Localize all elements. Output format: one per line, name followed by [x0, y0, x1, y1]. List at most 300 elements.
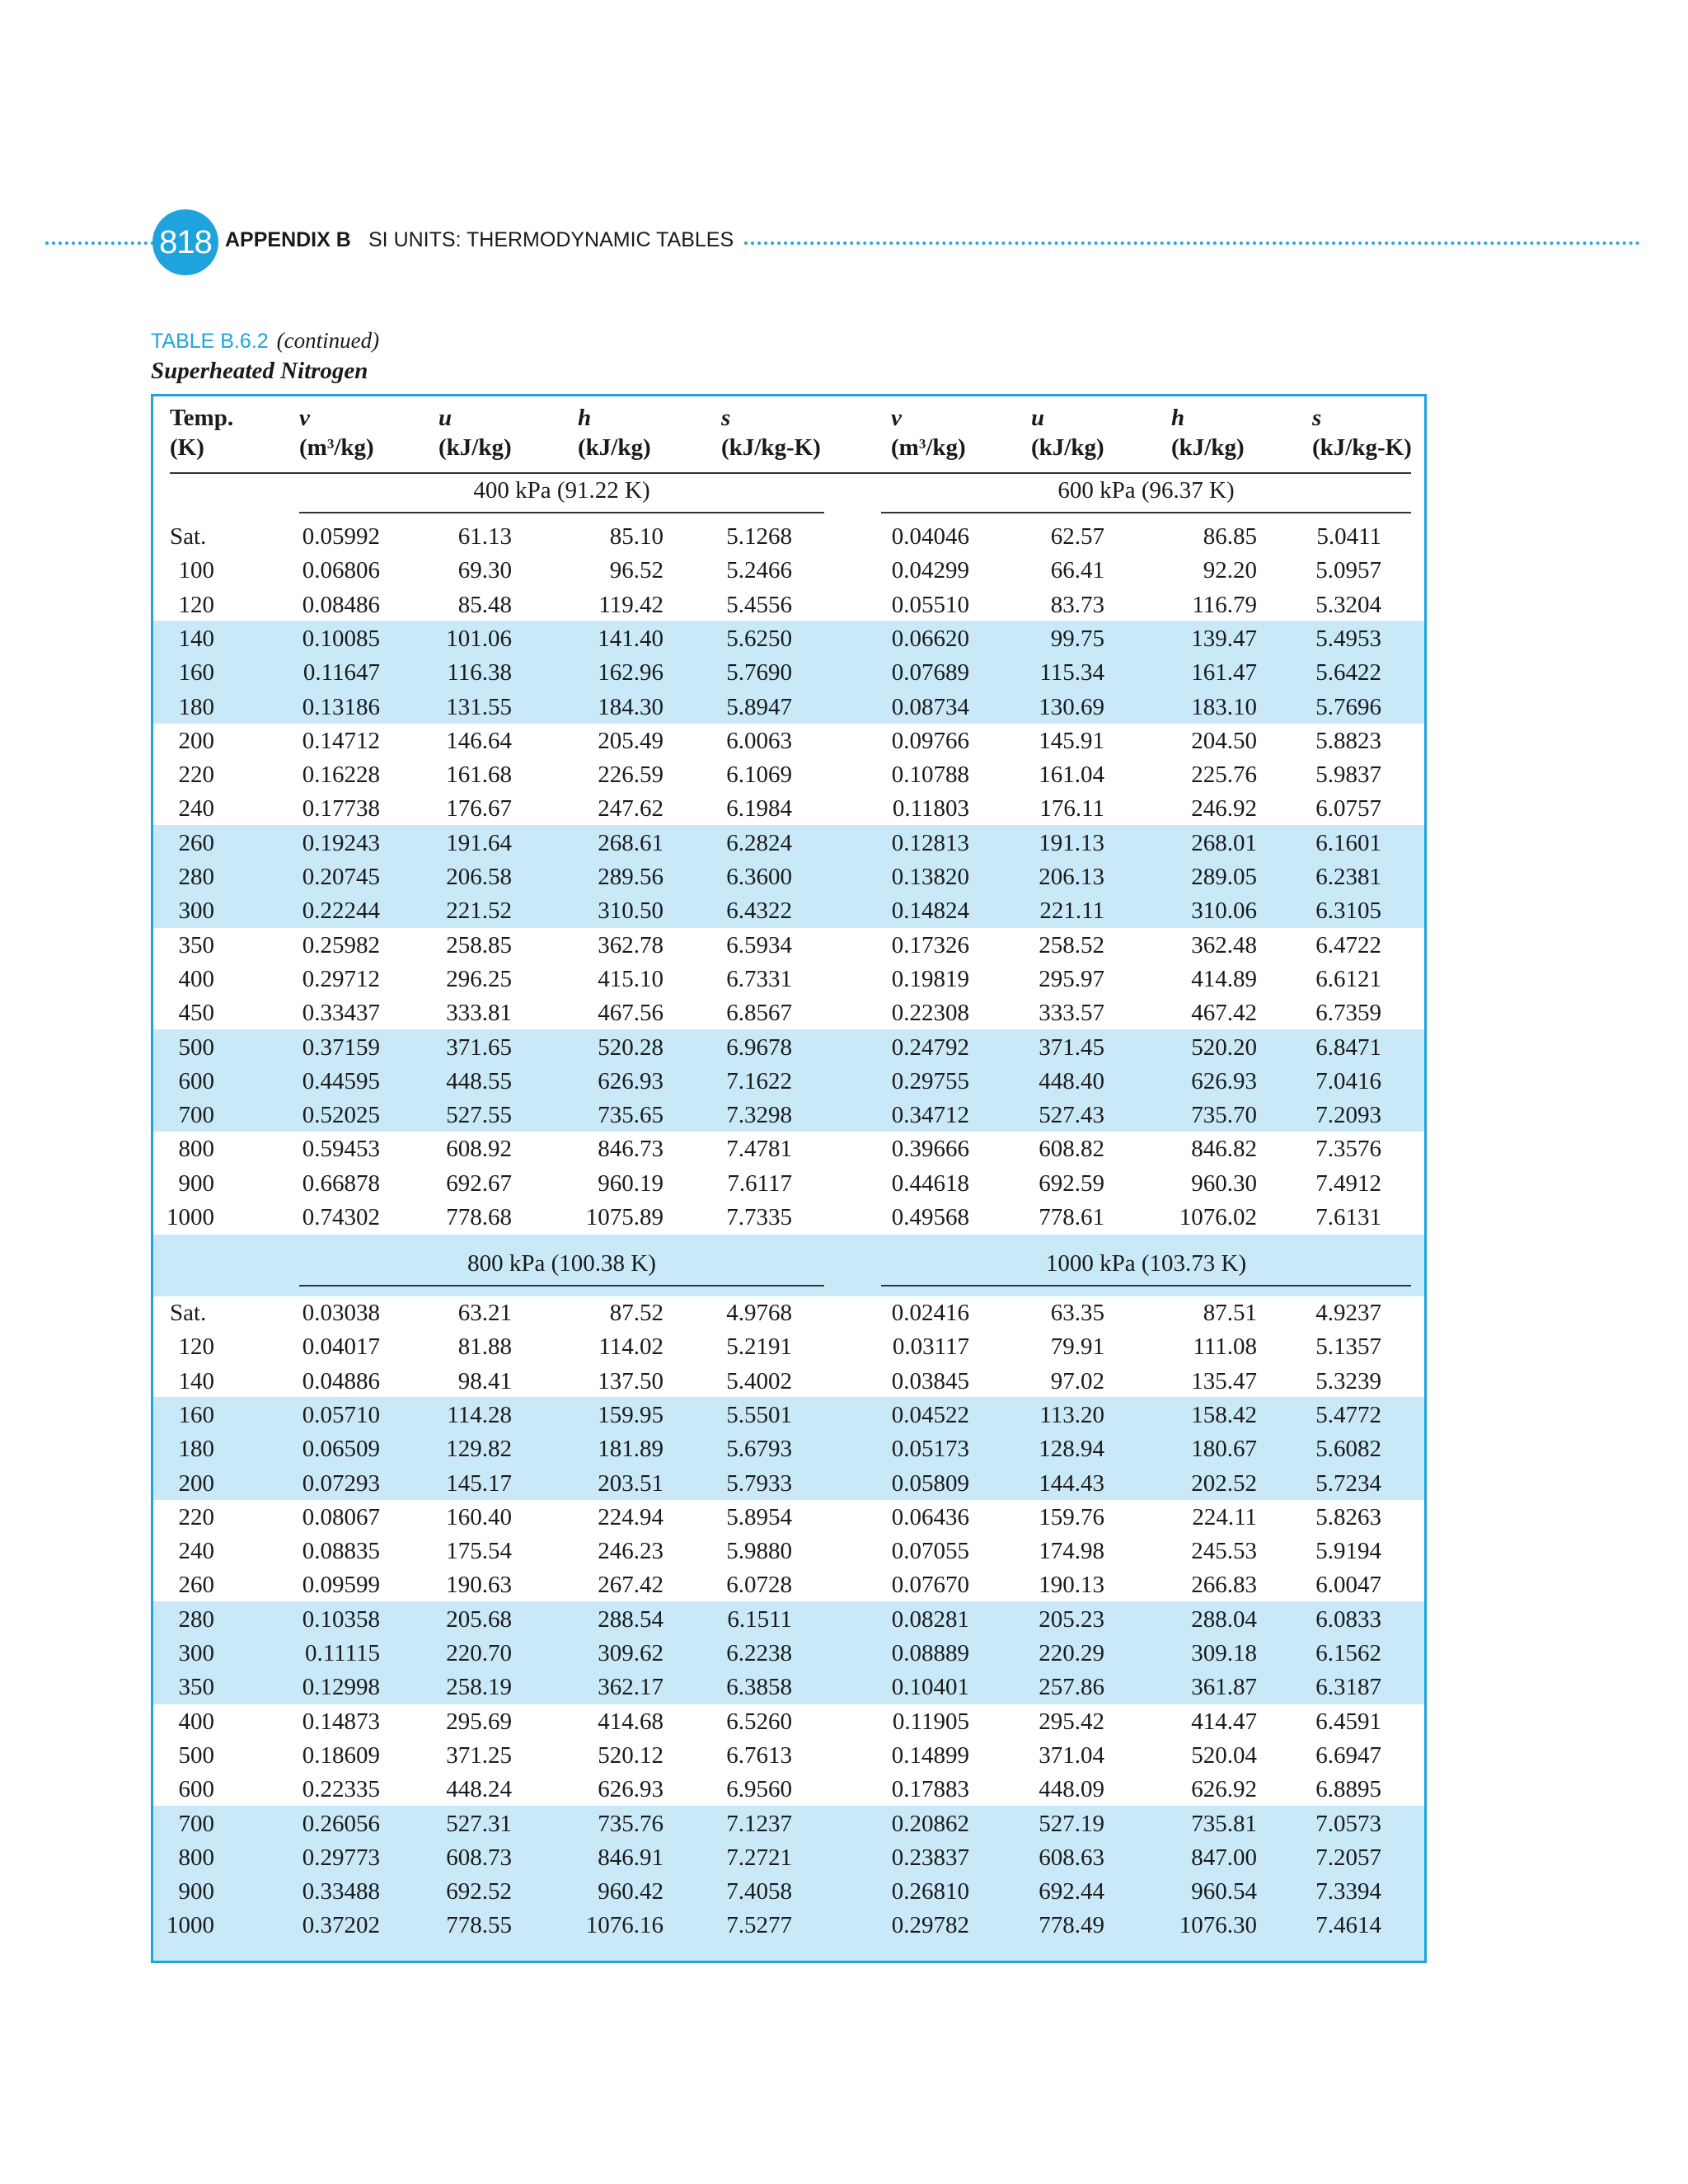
- value-cell: 0.33488: [302, 1878, 380, 1905]
- table-continued: (continued): [276, 328, 380, 353]
- table-row: [153, 1807, 1424, 1841]
- value-cell: 5.2191: [726, 1333, 792, 1361]
- value-cell: 159.95: [598, 1401, 663, 1428]
- column-unit: $(m^3/kg)$: [299, 434, 374, 461]
- column-symbol: u: [1031, 405, 1045, 431]
- value-cell: 128.94: [1039, 1436, 1104, 1463]
- value-cell: 5.4002: [726, 1367, 792, 1394]
- page-header: [45, 223, 1640, 288]
- value-cell: 371.65: [446, 1033, 512, 1061]
- table-row: [153, 1031, 1424, 1065]
- value-cell: 5.8947: [726, 693, 792, 720]
- value-cell: 0.17738: [302, 795, 380, 823]
- column-symbol: v: [299, 405, 310, 431]
- value-cell: 7.0573: [1315, 1810, 1381, 1837]
- value-cell: 0.03117: [892, 1333, 969, 1361]
- value-cell: 608.63: [1039, 1844, 1104, 1871]
- value-cell: 0.20745: [302, 864, 380, 890]
- value-cell: 309.62: [598, 1640, 663, 1666]
- value-cell: 6.0063: [726, 727, 792, 754]
- value-cell: 176.67: [446, 795, 512, 823]
- value-cell: 0.06509: [302, 1436, 380, 1463]
- temperature-cell: 120: [178, 591, 214, 618]
- section-title: SI UNITS: THERMODYNAMIC TABLES: [368, 228, 734, 251]
- page-number-badge: 818: [152, 209, 218, 275]
- value-cell: 626.93: [598, 1067, 663, 1094]
- temperature-cell: 900: [178, 1169, 214, 1197]
- value-cell: 5.2466: [726, 557, 792, 584]
- value-cell: 161.04: [1039, 762, 1104, 789]
- value-cell: 176.11: [1039, 795, 1104, 823]
- table-row: [153, 1568, 1424, 1602]
- value-cell: 225.76: [1191, 762, 1257, 789]
- temperature-cell: 180: [178, 693, 214, 720]
- value-cell: 778.61: [1039, 1204, 1104, 1230]
- temperature-cell: 200: [178, 727, 214, 754]
- column-unit: (kJ/kg-K): [1312, 434, 1412, 461]
- value-cell: 362.17: [598, 1674, 663, 1701]
- table-row: [153, 1705, 1424, 1739]
- value-cell: 6.6947: [1315, 1741, 1381, 1769]
- column-header-4: [721, 403, 821, 462]
- value-cell: 114.28: [447, 1401, 512, 1428]
- value-cell: 333.57: [1039, 1000, 1104, 1027]
- value-cell: 0.44618: [891, 1169, 969, 1197]
- value-cell: 0.52025: [302, 1102, 380, 1129]
- value-cell: 414.89: [1191, 965, 1257, 992]
- value-cell: 62.57: [1050, 523, 1104, 550]
- value-cell: 83.73: [1050, 591, 1104, 618]
- table-row: [153, 1773, 1424, 1807]
- temperature-cell: 1000: [166, 1204, 214, 1230]
- value-cell: 5.3239: [1315, 1367, 1381, 1394]
- value-cell: 203.51: [598, 1469, 663, 1497]
- table-row: [153, 1099, 1424, 1132]
- column-unit: $(m^3/kg)$: [891, 434, 966, 461]
- value-cell: 6.8895: [1315, 1776, 1381, 1803]
- value-cell: 7.2057: [1315, 1844, 1381, 1871]
- value-cell: 246.92: [1191, 795, 1257, 823]
- table-row: [153, 1603, 1424, 1637]
- value-cell: 69.30: [457, 557, 512, 584]
- value-cell: 288.04: [1191, 1605, 1257, 1633]
- column-header-6: [1031, 403, 1104, 462]
- value-cell: 846.73: [598, 1136, 663, 1163]
- value-cell: 6.0833: [1315, 1605, 1381, 1633]
- value-cell: 960.54: [1191, 1878, 1257, 1905]
- value-cell: 0.07293: [302, 1469, 380, 1497]
- value-cell: 0.07689: [891, 659, 969, 687]
- value-cell: 415.10: [598, 965, 663, 992]
- value-cell: 206.58: [446, 864, 512, 890]
- value-cell: 527.19: [1039, 1810, 1104, 1837]
- temperature-cell: 500: [178, 1033, 214, 1061]
- value-cell: 5.9880: [726, 1538, 792, 1565]
- value-cell: 184.30: [598, 693, 663, 720]
- value-cell: 6.6121: [1315, 965, 1381, 992]
- temperature-cell: 280: [178, 864, 214, 890]
- value-cell: 333.81: [446, 1000, 512, 1027]
- table-row: [153, 1875, 1424, 1909]
- pressure-rule-left: [299, 512, 824, 513]
- value-cell: 0.14824: [891, 898, 969, 925]
- value-cell: 0.11115: [304, 1640, 380, 1666]
- value-cell: 0.08486: [302, 591, 380, 618]
- value-cell: 0.66878: [302, 1169, 380, 1197]
- value-cell: 85.48: [457, 591, 512, 618]
- value-cell: 6.8567: [726, 1000, 792, 1027]
- pressure-label-left: 400 kPa (91.22 K): [473, 477, 650, 504]
- column-header-8: [1312, 403, 1412, 462]
- value-cell: 0.22335: [302, 1776, 380, 1803]
- value-cell: 296.25: [446, 965, 512, 992]
- value-cell: 258.19: [446, 1674, 512, 1701]
- table-row: [153, 656, 1424, 690]
- table-row: [153, 724, 1424, 758]
- value-cell: 0.11803: [892, 795, 969, 823]
- value-cell: 0.29773: [302, 1844, 380, 1871]
- column-symbol: s: [721, 405, 731, 431]
- value-cell: 7.7335: [726, 1204, 792, 1230]
- value-cell: 608.73: [446, 1844, 512, 1871]
- temperature-cell: 1000: [166, 1912, 214, 1939]
- temperature-cell: 240: [178, 795, 214, 823]
- value-cell: 137.50: [598, 1367, 663, 1394]
- value-cell: 0.08889: [891, 1640, 969, 1666]
- value-cell: 5.0957: [1315, 557, 1381, 584]
- value-cell: 101.06: [446, 625, 512, 652]
- value-cell: 81.88: [457, 1333, 512, 1361]
- value-cell: 7.0416: [1315, 1067, 1381, 1094]
- value-cell: 7.1237: [726, 1810, 792, 1837]
- value-cell: 0.11905: [892, 1708, 969, 1735]
- value-cell: 180.67: [1191, 1436, 1257, 1463]
- value-cell: 206.13: [1039, 864, 1104, 890]
- temperature-cell: 600: [178, 1776, 214, 1803]
- value-cell: 361.87: [1191, 1674, 1257, 1701]
- value-cell: 960.42: [598, 1878, 663, 1905]
- value-cell: 778.68: [446, 1204, 512, 1230]
- column-header-3: [578, 403, 651, 462]
- value-cell: 245.53: [1191, 1538, 1257, 1565]
- value-cell: 0.06620: [891, 625, 969, 652]
- table-row: [153, 1501, 1424, 1535]
- column-unit: (kJ/kg): [1171, 434, 1245, 461]
- table-row: [153, 1201, 1424, 1235]
- value-cell: 6.9678: [726, 1033, 792, 1061]
- column-header-0: [170, 403, 233, 462]
- value-cell: 0.04046: [891, 523, 969, 550]
- value-cell: 0.08281: [891, 1605, 969, 1633]
- value-cell: 221.52: [446, 898, 512, 925]
- appendix-label: APPENDIX B: [225, 228, 351, 251]
- value-cell: 114.02: [598, 1333, 663, 1361]
- value-cell: 63.35: [1050, 1300, 1104, 1326]
- value-cell: 6.2381: [1315, 864, 1381, 890]
- value-cell: 0.29782: [891, 1912, 969, 1939]
- table-row: [153, 1841, 1424, 1875]
- value-cell: 220.70: [446, 1640, 512, 1666]
- value-cell: 467.56: [598, 1000, 663, 1027]
- value-cell: 1076.30: [1179, 1912, 1257, 1939]
- value-cell: 414.47: [1191, 1708, 1257, 1735]
- temperature-cell: 180: [178, 1436, 214, 1463]
- column-header-2: [438, 403, 512, 462]
- value-cell: 6.2238: [726, 1640, 792, 1666]
- value-cell: 414.68: [598, 1708, 663, 1735]
- value-cell: 6.9560: [726, 1776, 792, 1803]
- value-cell: 0.22244: [302, 898, 380, 925]
- data-table: [151, 394, 1427, 1963]
- temperature-cell: 260: [178, 829, 214, 856]
- temperature-cell: 400: [178, 965, 214, 992]
- column-symbol: v: [891, 405, 902, 431]
- value-cell: 0.10401: [891, 1674, 969, 1701]
- value-cell: 0.33437: [302, 1000, 380, 1027]
- value-cell: 66.41: [1050, 557, 1104, 584]
- table-row: [153, 860, 1424, 894]
- value-cell: 692.52: [446, 1878, 512, 1905]
- header-rule: [170, 472, 1411, 474]
- column-symbol: h: [1171, 405, 1185, 431]
- table-row: [153, 1535, 1424, 1568]
- column-symbol: Temp.: [170, 405, 234, 431]
- value-cell: 175.54: [446, 1538, 512, 1565]
- value-cell: 0.13186: [302, 693, 380, 720]
- temperature-cell: 800: [178, 1136, 214, 1163]
- table-row: [153, 1365, 1424, 1399]
- pressure-label-right: 1000 kPa (103.73 K): [1045, 1250, 1247, 1277]
- temperature-cell: 140: [178, 1367, 214, 1394]
- value-cell: 5.3204: [1315, 591, 1381, 618]
- value-cell: 288.54: [598, 1605, 663, 1633]
- value-cell: 5.5501: [726, 1401, 792, 1428]
- value-cell: 467.42: [1191, 1000, 1257, 1027]
- value-cell: 174.98: [1039, 1538, 1104, 1565]
- value-cell: 448.09: [1039, 1776, 1104, 1803]
- value-cell: 7.6131: [1315, 1204, 1381, 1230]
- value-cell: 202.52: [1191, 1469, 1257, 1497]
- value-cell: 0.37159: [302, 1033, 380, 1061]
- temperature-cell: 500: [178, 1741, 214, 1769]
- temperature-cell: 900: [178, 1878, 214, 1905]
- value-cell: 371.25: [446, 1741, 512, 1769]
- value-cell: 6.4591: [1315, 1708, 1381, 1735]
- value-cell: 735.76: [598, 1810, 663, 1837]
- value-cell: 5.0411: [1316, 523, 1381, 550]
- value-cell: 0.06436: [891, 1503, 969, 1530]
- table-row: [153, 894, 1424, 928]
- value-cell: 61.13: [457, 523, 512, 550]
- table-row: [153, 1330, 1424, 1364]
- value-cell: 735.70: [1191, 1102, 1257, 1129]
- value-cell: 6.0728: [726, 1572, 792, 1599]
- temperature-cell: 300: [178, 898, 214, 925]
- value-cell: 362.48: [1191, 931, 1257, 958]
- value-cell: 289.56: [598, 864, 663, 890]
- value-cell: 0.04017: [302, 1333, 380, 1361]
- temperature-cell: 220: [178, 762, 214, 789]
- value-cell: 0.37202: [302, 1912, 380, 1939]
- value-cell: 5.4556: [726, 591, 792, 618]
- value-cell: 257.86: [1039, 1674, 1104, 1701]
- column-symbol: s: [1312, 405, 1322, 431]
- value-cell: 692.44: [1039, 1878, 1104, 1905]
- value-cell: 0.06806: [302, 557, 380, 584]
- value-cell: 226.59: [598, 762, 663, 789]
- value-cell: 115.34: [1039, 659, 1104, 687]
- value-cell: 7.3298: [726, 1102, 792, 1129]
- value-cell: 246.23: [598, 1538, 663, 1565]
- pressure-rule-right: [881, 1285, 1411, 1286]
- value-cell: 0.04299: [891, 557, 969, 584]
- value-cell: 0.07055: [891, 1538, 969, 1565]
- value-cell: 6.4322: [726, 898, 792, 925]
- value-cell: 0.08067: [302, 1503, 380, 1530]
- value-cell: 5.4772: [1315, 1401, 1381, 1428]
- value-cell: 960.19: [598, 1169, 663, 1197]
- value-cell: 0.04886: [302, 1367, 380, 1394]
- value-cell: 608.82: [1039, 1136, 1104, 1163]
- value-cell: 7.3576: [1315, 1136, 1381, 1163]
- value-cell: 310.06: [1191, 898, 1257, 925]
- value-cell: 7.4781: [726, 1136, 792, 1163]
- value-cell: 146.64: [446, 727, 512, 754]
- column-header-1: [299, 403, 374, 462]
- value-cell: 85.10: [609, 523, 663, 550]
- temperature-cell: 350: [178, 1674, 214, 1701]
- value-cell: 0.09599: [302, 1572, 380, 1599]
- value-cell: 520.04: [1191, 1741, 1257, 1769]
- value-cell: 527.43: [1039, 1102, 1104, 1129]
- value-cell: 224.94: [598, 1503, 663, 1530]
- table-id: TABLE B.6.2: [151, 330, 269, 353]
- temperature-cell: Sat.: [170, 523, 207, 550]
- value-cell: 0.44595: [302, 1067, 380, 1094]
- value-cell: 6.1511: [727, 1605, 792, 1633]
- temperature-cell: 600: [178, 1067, 214, 1094]
- table-row: [153, 1167, 1424, 1201]
- value-cell: 205.49: [598, 727, 663, 754]
- value-cell: 161.68: [446, 762, 512, 789]
- value-cell: 6.1601: [1315, 829, 1381, 856]
- table-title: Superheated Nitrogen: [151, 358, 368, 384]
- value-cell: 161.47: [1191, 659, 1257, 687]
- value-cell: 6.1562: [1315, 1640, 1381, 1666]
- value-cell: 0.14899: [891, 1741, 969, 1769]
- value-cell: 0.02416: [891, 1300, 969, 1326]
- value-cell: 0.10358: [302, 1605, 380, 1633]
- value-cell: 310.50: [598, 898, 663, 925]
- value-cell: 0.18609: [302, 1741, 380, 1769]
- table-row: [153, 1739, 1424, 1773]
- value-cell: 204.50: [1191, 727, 1257, 754]
- value-cell: 99.75: [1050, 625, 1104, 652]
- value-cell: 5.8823: [1315, 727, 1381, 754]
- column-symbol: h: [578, 405, 592, 431]
- value-cell: 0.74302: [302, 1204, 380, 1230]
- value-cell: 0.05710: [302, 1401, 380, 1428]
- table-row: [153, 691, 1424, 724]
- value-cell: 778.55: [446, 1912, 512, 1939]
- temperature-cell: 140: [178, 625, 214, 652]
- value-cell: 87.52: [609, 1300, 663, 1326]
- table-row: [153, 1909, 1424, 1943]
- value-cell: 139.47: [1191, 625, 1257, 652]
- value-cell: 7.2721: [726, 1844, 792, 1871]
- value-cell: 448.40: [1039, 1067, 1104, 1094]
- value-cell: 6.3187: [1315, 1674, 1381, 1701]
- value-cell: 0.25982: [302, 931, 380, 958]
- value-cell: 371.45: [1039, 1033, 1104, 1061]
- value-cell: 111.08: [1193, 1333, 1257, 1361]
- value-cell: 7.2093: [1315, 1102, 1381, 1129]
- value-cell: 778.49: [1039, 1912, 1104, 1939]
- value-cell: 0.08835: [302, 1538, 380, 1565]
- value-cell: 7.4058: [726, 1878, 792, 1905]
- temperature-cell: 400: [178, 1708, 214, 1735]
- value-cell: 6.0047: [1315, 1572, 1381, 1599]
- value-cell: 7.3394: [1315, 1878, 1381, 1905]
- table-row: [153, 1671, 1424, 1704]
- value-cell: 145.17: [446, 1469, 512, 1497]
- value-cell: 0.05992: [302, 523, 380, 550]
- value-cell: 160.40: [446, 1503, 512, 1530]
- temperature-cell: 280: [178, 1605, 214, 1633]
- column-unit: (kJ/kg-K): [721, 434, 821, 461]
- value-cell: 295.69: [446, 1708, 512, 1735]
- table-caption: [151, 328, 379, 354]
- value-cell: 205.68: [446, 1605, 512, 1633]
- table-row: [153, 758, 1424, 792]
- value-cell: 6.1069: [726, 762, 792, 789]
- value-cell: 116.79: [1192, 591, 1257, 618]
- value-cell: 362.78: [598, 931, 663, 958]
- table-row: [153, 963, 1424, 996]
- value-cell: 6.5934: [726, 931, 792, 958]
- value-cell: 0.13820: [891, 864, 969, 890]
- value-cell: 4.9237: [1315, 1300, 1381, 1326]
- value-cell: 527.31: [446, 1810, 512, 1837]
- value-cell: 448.55: [446, 1067, 512, 1094]
- value-cell: 5.6422: [1315, 659, 1381, 687]
- table-row: [153, 622, 1424, 656]
- table-row: [153, 1132, 1424, 1166]
- value-cell: 527.55: [446, 1102, 512, 1129]
- value-cell: 1076.16: [585, 1912, 663, 1939]
- value-cell: 0.26056: [302, 1810, 380, 1837]
- value-cell: 6.7613: [726, 1741, 792, 1769]
- temperature-cell: 350: [178, 931, 214, 958]
- value-cell: 96.52: [609, 557, 663, 584]
- value-cell: 6.3858: [726, 1674, 792, 1701]
- value-cell: 4.9768: [726, 1300, 792, 1326]
- value-cell: 0.34712: [891, 1102, 969, 1129]
- value-cell: 129.82: [446, 1436, 512, 1463]
- value-cell: 6.2824: [726, 829, 792, 856]
- value-cell: 847.00: [1191, 1844, 1257, 1871]
- value-cell: 448.24: [446, 1776, 512, 1803]
- value-cell: 846.82: [1191, 1136, 1257, 1163]
- value-cell: 158.42: [1191, 1401, 1257, 1428]
- value-cell: 144.43: [1039, 1469, 1104, 1497]
- value-cell: 0.05809: [891, 1469, 969, 1497]
- table-row: [153, 1065, 1424, 1099]
- value-cell: 266.83: [1191, 1572, 1257, 1599]
- value-cell: 191.64: [446, 829, 512, 856]
- column-header-7: [1171, 403, 1245, 462]
- value-cell: 181.89: [598, 1436, 663, 1463]
